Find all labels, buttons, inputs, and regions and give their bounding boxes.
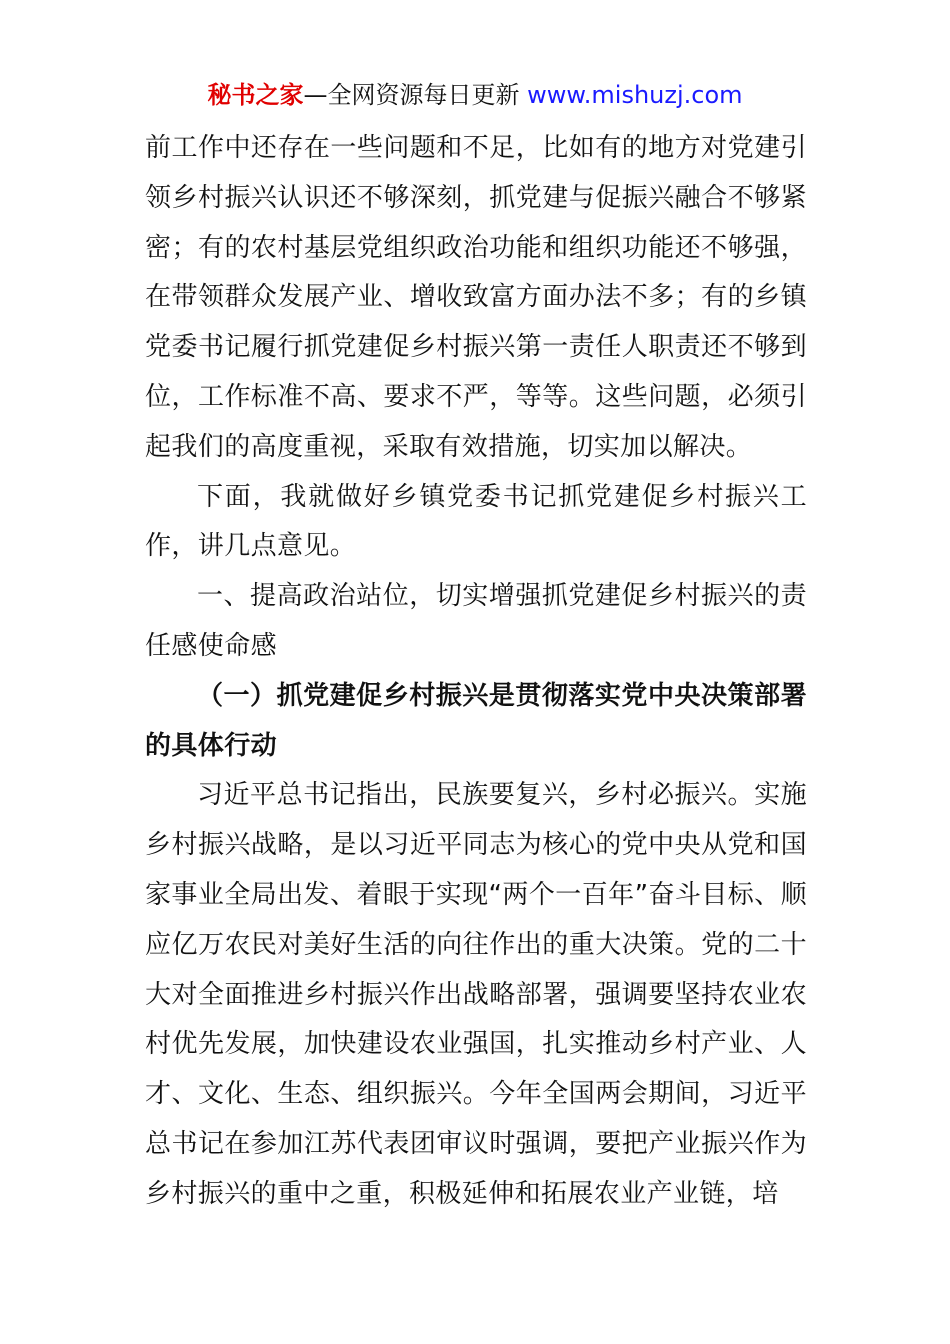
section-heading: 一、提高政治站位，切实增强抓党建促乡村振兴的责任感使命感 [145, 581, 807, 661]
paragraph-body: 习近平总书记指出，民族要复兴，乡村必振兴。实施乡村振兴战略，是以习近平同志为核心的党中央从党和国家事业全局出发、着眼于实现“两个一百年”奋斗目标、顺应亿万农民对美好生活的向往作出的重大决策。党的二十大对全面推进乡村振兴作出战略部署，强调要坚持农业农村优先发展，加快建设农业强国，扎实推动乡村产业、人才、文化、生态、组织振兴。今年全国两会期间，习近平总书记在参加江苏代表团审议时强调，要把产业振兴作为乡村振兴的重中之重，积极延伸和拓展农业产业链，培 [145, 780, 807, 1209]
document-body [145, 124, 807, 1220]
site-tagline: —全网资源每日更新 [303, 81, 528, 109]
site-brand: 秘书之家 [207, 81, 304, 109]
paragraph-continuation: 前工作中还存在一些问题和不足，比如有的地方对党建引领乡村振兴认识还不够深刻，抓党建与促振兴融合不够紧密；有的农村基层党组织政治功能和组织功能还不够强，在带领群众发展产业、增收致富方面办法不多；有的乡镇党委书记履行抓党建促乡村振兴第一责任人职责还不够到位，工作标准不高、要求不严，等等。这些问题，必须引起我们的高度重视，采取有效措施，切实加以解决。 [145, 133, 807, 462]
paragraph-intro: 下面，我就做好乡镇党委书记抓党建促乡村振兴工作，讲几点意见。 [145, 481, 807, 562]
site-header [0, 78, 950, 112]
site-url-link[interactable]: www.mishuzj.com [527, 81, 743, 109]
subsection-heading: （一）抓党建促乡村振兴是贯彻落实党中央决策部署的具体行动 [145, 680, 807, 761]
